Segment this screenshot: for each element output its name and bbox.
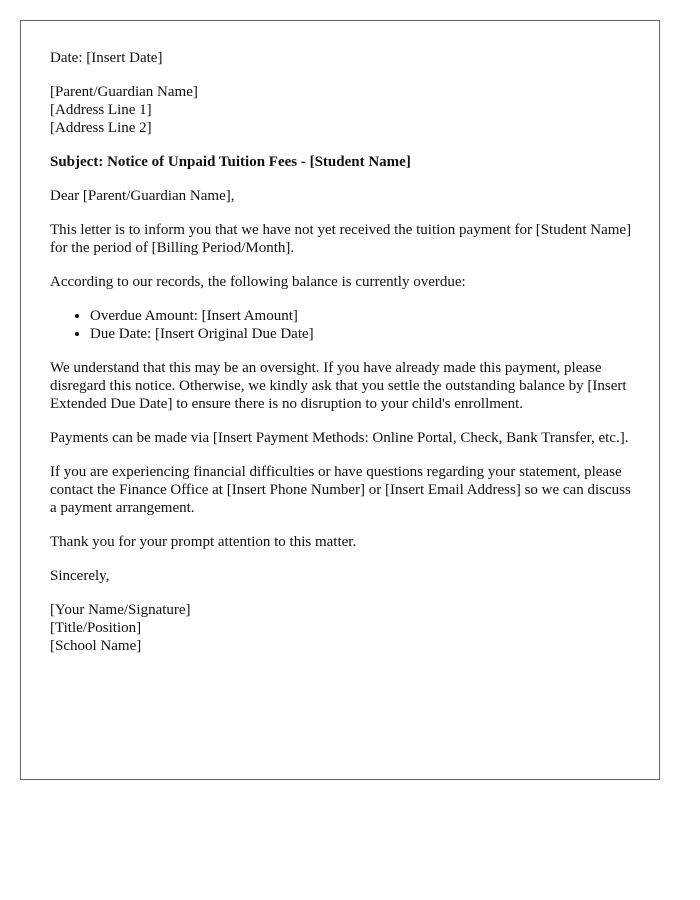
address-line-2: [Address Line 2] — [50, 120, 152, 136]
signature-block — [50, 601, 640, 655]
due-date-item: • Due Date: [Insert Original Due Date] — [90, 325, 640, 343]
salutation: Dear [Parent/Guardian Name], — [50, 188, 235, 204]
address-line-1: [Address Line 1] — [50, 102, 152, 118]
intro-paragraph: This letter is to inform you that we have not yet received the tuition payment for [Student Name] for the period of [Billing Period/Month]. — [50, 222, 632, 256]
overdue-amount-item: • Overdue Amount: [Insert Amount] — [90, 307, 640, 325]
date-line: Date: [Insert Date] — [50, 50, 163, 66]
closing: Sincerely, — [50, 568, 110, 584]
overdue-balance-list — [50, 307, 640, 343]
oversight-paragraph: We understand that this may be an oversight. If you have already made this payment, please disregard this notice. Otherwise, we kindly ask that you settle the outstanding balance by [Insert Extended Due Date] to ensure there is no disruption to your child's enrollment. — [50, 360, 627, 412]
signer-name: [Your Name/Signature] — [50, 602, 191, 618]
recipient-name: [Parent/Guardian Name] — [50, 84, 198, 100]
payment-methods-paragraph: Payments can be made via [Insert Payment Methods: Online Portal, Check, Bank Transfer, etc.]. — [50, 430, 629, 446]
financial-difficulties-paragraph: If you are experiencing financial difficulties or have questions regarding your statement, please contact the Finance Office at [Insert Phone Number] or [Insert Email Address] so we can discuss a payment arrangement. — [50, 464, 631, 516]
signer-title: [Title/Position] — [50, 620, 142, 636]
subject-line: Subject: Notice of Unpaid Tuition Fees - [Student Name] — [50, 154, 411, 170]
school-name: [School Name] — [50, 638, 142, 654]
records-paragraph: According to our records, the following balance is currently overdue: — [50, 274, 466, 290]
thanks-paragraph: Thank you for your prompt attention to this matter. — [50, 534, 357, 550]
letter-page — [20, 20, 660, 780]
letter-content — [50, 49, 640, 671]
recipient-address — [50, 83, 640, 137]
